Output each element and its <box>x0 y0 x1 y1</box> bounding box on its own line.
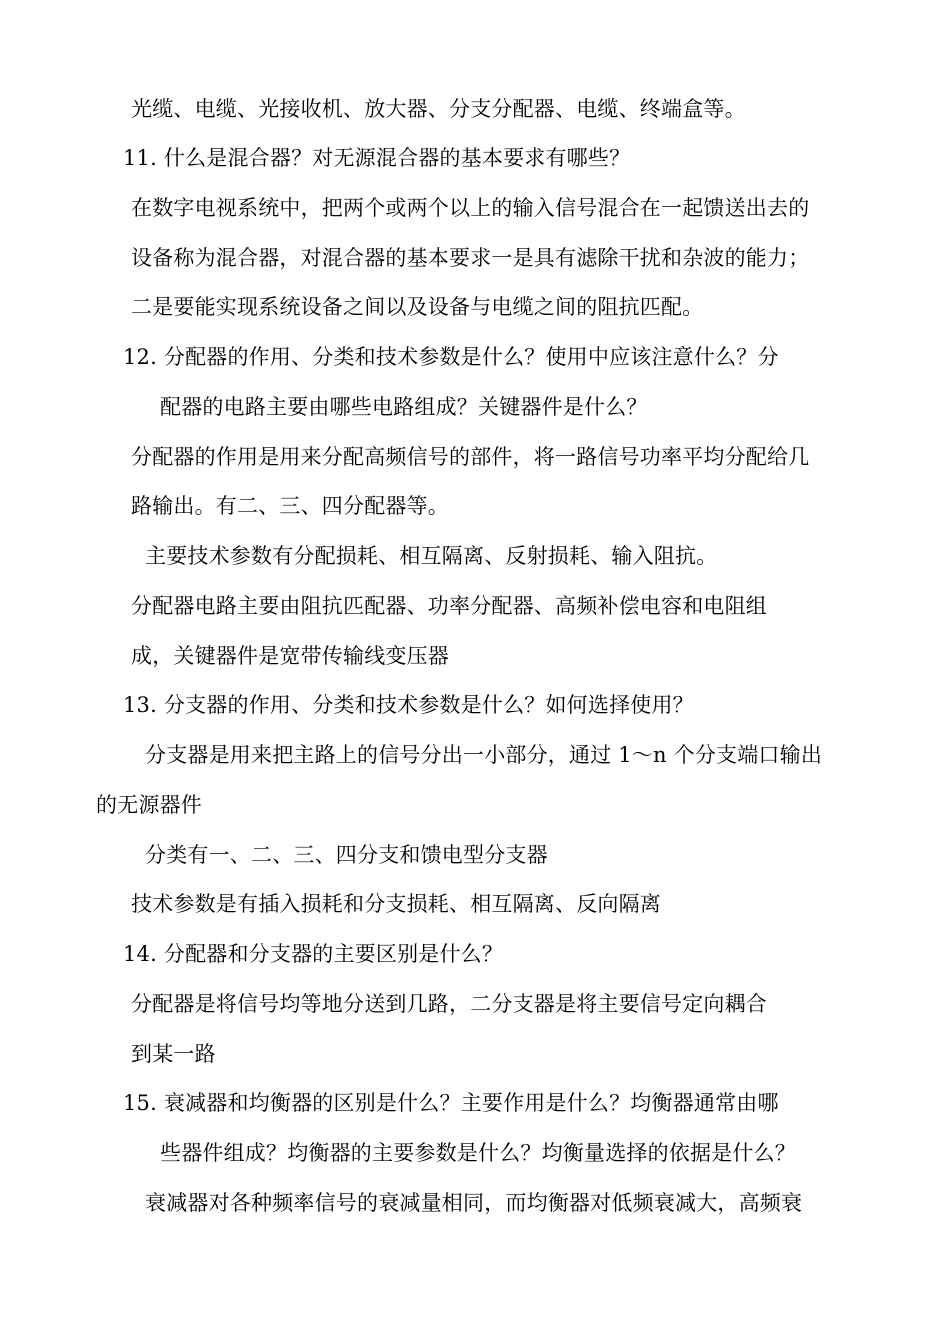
question-14-heading: 14. 分配器和分支器的主要区别是什么？ <box>123 942 504 966</box>
answer-13-params: 技术参数是有插入损耗和分支损耗、相互隔离、反向隔离 <box>131 892 661 916</box>
answer-14-line-1: 分配器是将信号均等地分送到几路，二分支器是将主要信号定向耦合 <box>131 992 767 1016</box>
answer-11-line-2: 设备称为混合器，对混合器的基本要求一是具有滤除干扰和杂波的能力； <box>131 246 810 270</box>
answer-11-line-1: 在数字电视系统中，把两个或两个以上的输入信号混合在一起馈送出去的 <box>131 196 810 220</box>
question-12-heading-cont: 配器的电路主要由哪些电路组成？关键器件是什么？ <box>160 395 648 419</box>
answer-15-line-1: 衰减器对各种频率信号的衰减量相同，而均衡器对低频衰减大，高频衰 <box>145 1191 803 1215</box>
question-15-heading-cont: 些器件组成？均衡器的主要参数是什么？均衡量选择的依据是什么？ <box>160 1141 796 1165</box>
answer-13-types: 分类有一、二、三、四分支和馈电型分支器 <box>145 843 548 867</box>
answer-10-text: 光缆、电缆、光接收机、放大器、分支分配器、电缆、终端盒等。 <box>131 97 746 121</box>
answer-12-params: 主要技术参数有分配损耗、相互隔离、反射损耗、输入阻抗。 <box>145 544 718 568</box>
question-11-heading: 11. 什么是混合器？对无源混合器的基本要求有哪些？ <box>123 146 631 170</box>
question-12-heading: 12. 分配器的作用、分类和技术参数是什么？使用中应该注意什么？分 <box>123 345 779 369</box>
answer-12-circuit-line-1: 分配器电路主要由阻抗匹配器、功率分配器、高频补偿电容和电阻组 <box>131 594 767 618</box>
answer-12-line-1: 分配器的作用是用来分配高频信号的部件，将一路信号功率平均分配给几 <box>131 445 810 469</box>
question-15-heading: 15. 衰减器和均衡器的区别是什么？主要作用是什么？均衡器通常由哪 <box>123 1091 779 1115</box>
answer-12-circuit-line-2: 成，关键器件是宽带传输线变压器 <box>131 644 449 668</box>
answer-13-line-2: 的无源器件 <box>96 793 202 817</box>
question-13-heading: 13. 分支器的作用、分类和技术参数是什么？如何选择使用？ <box>123 693 694 717</box>
answer-14-line-2: 到某一路 <box>131 1042 216 1066</box>
answer-12-line-2: 路输出。有二、三、四分配器等。 <box>131 494 449 518</box>
answer-11-line-3: 二是要能实现系统设备之间以及设备与电缆之间的阻抗匹配。 <box>131 295 704 319</box>
answer-13-line-1: 分支器是用来把主路上的信号分出一小部分，通过 1～n 个分支端口输出 <box>145 743 823 767</box>
